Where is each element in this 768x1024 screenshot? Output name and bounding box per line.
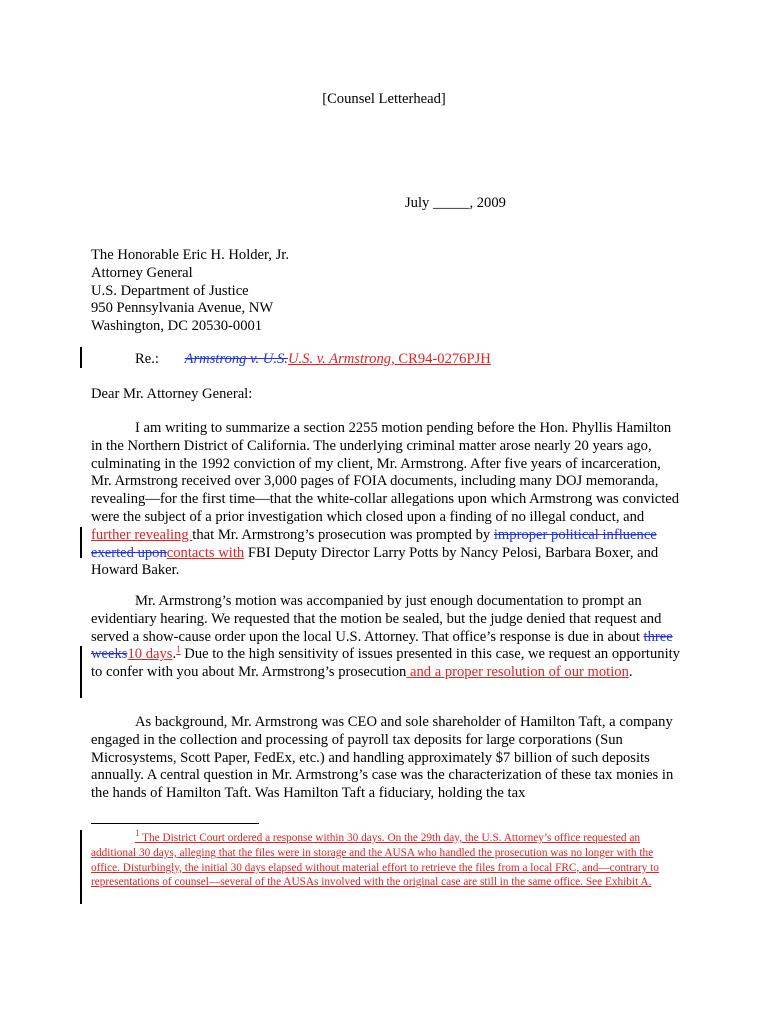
p3-text: As background, Mr. Armstrong was CEO and sole shareholder of Hamilton Taft, a company engaged in the collection and processing of payroll tax deposits for large corporations (Sun Microsystems, Scott Paper, FedEx, etc.) and handling approximately $7 billion of such deposits annually. A central question in Mr. Armstrong’s case was the characterization of these tax monies in the hands of Hamilton Taft. Was Hamilton Taft a fiduciary, holding the tax (91, 714, 674, 802)
p2-text-b: . (172, 646, 177, 663)
revision-bar (80, 830, 82, 904)
p2-text-c: Due to the high sensitivity of issues presented in this case, we request an opportunity to confer with you about Mr. Armstrong’s prosecution (91, 646, 680, 681)
p1-deleted-1: improper political influence exerted upon (91, 526, 657, 561)
paragraph-3 (91, 714, 681, 803)
re-line (135, 351, 491, 369)
paragraph-1 (91, 420, 681, 580)
salutation: Dear Mr. Attorney General: (91, 386, 253, 402)
revision-bar (80, 646, 82, 698)
re-inserted-number: , CR94-0276PJH (391, 351, 491, 367)
p2-text-d: . (628, 664, 633, 681)
p1-text-b: that Mr. Armstrong’s prosecution was prompted by (192, 526, 494, 543)
footnote-separator (91, 823, 259, 824)
recipient-title: Attorney General (91, 264, 193, 281)
p2-text-a: Mr. Armstrong’s motion was accompanied by just enough documentation to prompt an evidentiary hearing. We requested that the motion be sealed, but the judge denied that request and served a show-cause order upon the local U.S. Attorney. That office’s response is due in about (91, 593, 662, 645)
footnote-number: 1 (135, 828, 140, 839)
re-deleted-case: Armstrong v. U.S. (184, 351, 288, 367)
p1-text-c: FBI Deputy Director Larry Potts by Nancy Pelosi, Barbara Boxer, and Howard Baker. (91, 544, 659, 579)
re-label: Re.: (135, 351, 159, 367)
letterhead: [Counsel Letterhead] (322, 91, 446, 107)
recipient-street: 950 Pennsylvania Avenue, NW (91, 300, 274, 317)
p1-inserted-1: further revealing (91, 526, 193, 543)
recipient-dept: U.S. Department of Justice (91, 282, 249, 299)
p1-text-a: I am writing to summarize a section 2255 motion pending before the Hon. Phyllis Hamilton in the Northern District of California. The underlying criminal matter arose nearly 20 years ago, culminating in the 1992 conviction of my client, Mr. Armstrong. After five years of incarceration, Mr. Armstrong received over 3,000 pages of FOIA documents, including many DOJ memoranda, revealing—for the first time—that the white-collar allegations upon which Armstrong was convicted were the subject of a prior investigation which closed upon a finding of no illegal conduct, and (91, 420, 680, 525)
p2-inserted-1: 10 days (127, 646, 173, 663)
recipient-city: Washington, DC 20530-0001 (91, 318, 263, 335)
p1-inserted-2: contacts with (166, 544, 245, 561)
letter-date: July _____, 2009 (405, 195, 506, 211)
footnote-1 (91, 828, 671, 890)
recipient-address (91, 247, 289, 336)
footnote-ref-1[interactable]: 1 (176, 644, 181, 655)
p2-inserted-2: and a proper resolution of our motion (406, 664, 629, 681)
p2-deleted-1: three weeks (91, 628, 673, 663)
paragraph-2 (91, 593, 681, 682)
revision-bar (80, 527, 82, 558)
re-inserted-case: U.S. v. Armstrong (287, 351, 392, 367)
recipient-name: The Honorable Eric H. Holder, Jr. (91, 247, 289, 263)
revision-bar (80, 347, 82, 368)
footnote-text: The District Court ordered a response within 30 days. On the 29th day, the U.S. Attorney’s office requested an additional 30 days, alleging that the files were in storage and the AUSA who handled the prosecution was no longer with the office. Disturbingly, the initial 30 days elapsed without material effort to retrieve the files from a local FRC, and—contrary to representations of counsel—several of the AUSAs involved with the original case are still in the same office. See Exhibit A. (91, 832, 659, 889)
